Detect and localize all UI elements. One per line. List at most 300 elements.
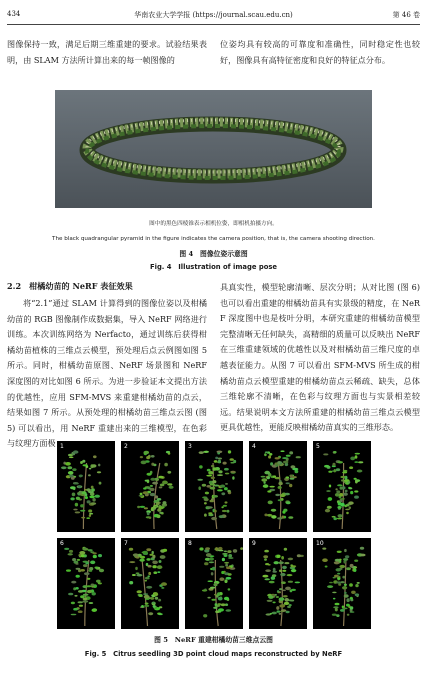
leaf-point — [75, 563, 78, 565]
point-cloud-panel — [313, 441, 371, 532]
leaf-point — [78, 486, 81, 488]
leaf-point — [152, 565, 156, 568]
leaf-point — [275, 457, 280, 459]
leaf-point — [269, 486, 274, 488]
leaf-point — [139, 495, 144, 497]
fig5-title-cn: 图 5 NeRF 重建柑橘幼苗三维点云图 — [154, 636, 273, 644]
leaf-point — [224, 597, 229, 601]
leaf-point — [221, 492, 225, 495]
leaf-point — [80, 504, 84, 507]
leaf-point — [75, 503, 78, 507]
leaf-point — [214, 594, 217, 596]
leaf-point — [261, 476, 266, 478]
leaf-point — [90, 561, 95, 565]
leaf-point — [224, 579, 227, 583]
leaf-point — [71, 614, 77, 616]
seedling-point-cloud — [313, 538, 371, 629]
leaf-point — [350, 597, 353, 599]
leaf-point — [136, 572, 140, 574]
leaf-point — [205, 547, 210, 550]
leaf-point — [348, 481, 351, 483]
leaf-point — [147, 512, 150, 515]
leaf-point — [355, 593, 359, 596]
leaf-point — [333, 451, 336, 453]
seedling-point-cloud — [121, 441, 179, 532]
seedling-point-cloud — [249, 538, 307, 629]
leaf-point — [285, 493, 290, 496]
leaf-point — [221, 603, 226, 606]
leaf-point — [286, 455, 291, 457]
leaf-point — [335, 559, 341, 562]
seedling-stem — [142, 560, 147, 626]
leaf-point — [283, 595, 288, 597]
leaf-point — [93, 555, 97, 559]
leaf-point — [228, 450, 231, 453]
leaf-point — [76, 568, 81, 570]
leaf-point — [283, 461, 289, 464]
leaf-point — [221, 506, 223, 508]
leaf-point — [228, 554, 232, 557]
leaf-point — [161, 587, 164, 589]
section-right-text: 具真实性，模型轮廓清晰、层次分明；从对比图 (图 6) 也可以看出重建的柑橘幼苗具有实景级的精度，在 NeRF 深度图中也是枝叶分明，本研究重建的柑橘幼苗模型完整清晰无任何缺失，高精细的质量可以反映出 NeRF 在三维重建领域的优越性以及对柑橘幼苗三维尺度的卓越表征能力。从图 7 可以看出 SFM-MVS 所生成的柑橘幼苗点云模型重建的柑橘幼苗点云稀疏、缺失，总体三维轮廓不清晰，在色彩与纹理方面也与实景相差较远。结果说明本文方法所重建的柑橘幼苗三维点云模型更具优越性，更能反映柑橘幼苗真实的三维形态。 — [220, 282, 420, 433]
leaf-point — [279, 604, 285, 607]
leaf-point — [153, 605, 156, 608]
leaf-point — [150, 597, 154, 600]
leaf-point — [264, 471, 270, 475]
point-cloud-panel — [249, 441, 307, 532]
leaf-point — [350, 606, 354, 609]
leaf-point — [135, 567, 138, 570]
leaf-point — [218, 608, 224, 611]
leaf-point — [344, 549, 347, 552]
leaf-point — [207, 597, 210, 599]
leaf-point — [144, 595, 150, 599]
leaf-point — [226, 609, 232, 612]
leaf-point — [261, 478, 267, 482]
panel-number: 7 — [124, 540, 128, 547]
leaf-point — [158, 613, 163, 615]
leaf-point — [340, 476, 345, 478]
leaf-point — [76, 575, 80, 578]
leaf-point — [157, 498, 161, 501]
leaf-point — [98, 554, 102, 557]
leaf-point — [268, 455, 271, 458]
leaf-point — [225, 473, 229, 475]
leaf-point — [152, 482, 158, 485]
leaf-point — [164, 463, 168, 467]
leaf-point — [146, 558, 150, 561]
leaf-point — [277, 461, 280, 464]
leaf-point — [341, 479, 344, 481]
leaf-point — [278, 487, 282, 489]
leaf-point — [206, 553, 212, 557]
leaf-point — [91, 502, 97, 505]
leaf-point — [336, 568, 342, 571]
leaf-point — [89, 602, 94, 604]
leaf-point — [325, 509, 330, 513]
leaf-point — [146, 456, 150, 459]
leaf-point — [268, 595, 274, 599]
leaf-point — [159, 560, 162, 563]
leaf-point — [340, 581, 344, 583]
leaf-point — [197, 479, 203, 481]
leaf-point — [350, 457, 355, 461]
leaf-point — [348, 501, 353, 504]
leaf-point — [271, 594, 275, 596]
leaf-point — [150, 493, 156, 496]
leaf-point — [78, 610, 83, 613]
leaf-point — [89, 567, 93, 570]
leaf-point — [355, 584, 358, 587]
leaf-point — [92, 498, 95, 502]
leaf-point — [129, 581, 133, 584]
fig4-note-cn: 图中的黑色四棱锥表示相机位姿，即相机拍摄方向。 — [149, 221, 278, 227]
leaf-point — [215, 603, 217, 606]
leaf-point — [217, 592, 220, 596]
leaf-point — [228, 588, 231, 590]
leaf-point — [79, 551, 85, 555]
leaf-point — [96, 580, 101, 583]
leaf-point — [296, 456, 301, 458]
leaf-point — [202, 484, 206, 487]
leaf-point — [281, 581, 286, 584]
leaf-point — [342, 608, 347, 610]
running-header — [7, 10, 420, 23]
leaf-point — [328, 471, 332, 473]
leaf-point — [277, 517, 282, 519]
leaf-point — [286, 611, 290, 613]
leaf-point — [322, 558, 328, 562]
leaf-point — [136, 574, 142, 577]
leaf-point — [324, 465, 329, 468]
leaf-point — [71, 602, 75, 605]
leaf-point — [337, 484, 343, 486]
top-right-text: 位姿均具有较高的可靠度和准确性，同时稳定性也较好，图像具有高特征密度和良好的特征点分布。 — [220, 39, 420, 65]
leaf-point — [88, 509, 92, 512]
leaf-point — [334, 561, 340, 564]
leaf-point — [158, 599, 161, 602]
leaf-point — [342, 586, 347, 589]
leaf-point — [337, 581, 341, 583]
leaf-point — [279, 561, 284, 564]
fig4-title-cn: 图 4 图像位姿示意图 — [179, 250, 248, 258]
leaf-point — [354, 490, 358, 492]
fig5-title-en: Fig. 5 Citrus seedling 3D point cloud maps reconstructed by NeRF — [84, 650, 343, 658]
leaf-point — [65, 462, 71, 466]
point-cloud-panel — [57, 538, 115, 629]
leaf-point — [224, 487, 228, 490]
leaf-point — [155, 495, 158, 498]
leaf-point — [263, 482, 265, 484]
leaf-point — [349, 583, 353, 587]
leaf-point — [158, 506, 163, 509]
leaf-point — [82, 600, 88, 603]
leaf-point — [338, 502, 342, 506]
leaf-point — [155, 597, 158, 600]
leaf-point — [133, 553, 139, 556]
leaf-point — [267, 476, 270, 479]
leaf-point — [154, 593, 159, 597]
leaf-point — [91, 486, 94, 489]
leaf-point — [291, 569, 296, 572]
leaf-point — [323, 453, 328, 455]
leaf-point — [325, 566, 328, 568]
leaf-point — [326, 490, 330, 492]
point-cloud-panel — [185, 441, 243, 532]
leaf-point — [66, 569, 71, 571]
leaf-point — [213, 495, 218, 498]
leaf-point — [225, 564, 228, 567]
leaf-point — [205, 492, 209, 495]
leaf-point — [145, 480, 149, 482]
leaf-point — [84, 572, 90, 575]
leaf-point — [213, 607, 217, 609]
leaf-point — [95, 567, 99, 569]
leaf-point — [349, 487, 353, 489]
leaf-point — [215, 457, 218, 460]
section-heading: 2.2 柑橘幼苗的 NeRF 表征效果 — [7, 281, 133, 291]
page-number: 434 — [7, 10, 21, 18]
leaf-point — [75, 511, 80, 513]
leaf-point — [223, 462, 227, 465]
leaf-point — [147, 487, 151, 489]
leaf-point — [86, 517, 90, 519]
leaf-point — [76, 497, 80, 500]
leaf-point — [271, 509, 276, 512]
leaf-point — [350, 611, 355, 613]
leaf-point — [354, 478, 357, 480]
leaf-point — [342, 472, 347, 474]
leaf-point — [80, 461, 83, 464]
leaf-point — [284, 548, 287, 551]
section-left-text: 将“2.1”通过 SLAM 计算得到的图像位姿以及柑橘幼苗的 RGB 图像制作成数据集，导入 NeRF 网络进行训练。本次训练网络为 Nerfacto，通过训练后获得柑橘幼苗植株的三维点云模型，预处理后点云例图如图 5 所示。同时，柑橘幼苗原图、NeRF 场景图和 NeRF 深度图的对比如图 6 所示。为进一步验证本文提出方法的优越性，应用 SFM-MVS 来重建柑橘幼苗的点云，结果如图 7 所示。从预处理的柑橘幼苗三维点云图 (图 5) 可以看出，用 NeRF 重建出来的三维模型，在色彩与纹理方面极 — [7, 298, 207, 449]
leaf-point — [280, 450, 284, 452]
leaf-point — [221, 571, 224, 574]
leaf-point — [290, 565, 296, 567]
leaf-point — [288, 558, 293, 561]
leaf-point — [145, 580, 147, 582]
leaf-point — [207, 506, 213, 508]
leaf-point — [70, 497, 74, 500]
fig4-note-en: The black quadrangular pyramid in the figure indicates the camera position, that is, the camera shooting direction. — [52, 236, 375, 242]
leaf-point — [73, 608, 78, 611]
leaf-point — [212, 480, 216, 483]
leaf-point — [80, 510, 85, 512]
leaf-point — [276, 596, 279, 598]
leaf-point — [67, 466, 72, 469]
leaf-point — [99, 569, 104, 572]
leaf-point — [129, 561, 135, 563]
leaf-point — [156, 479, 159, 481]
leaf-point — [337, 506, 341, 509]
leaf-point — [222, 553, 228, 555]
leaf-point — [339, 498, 345, 500]
leaf-point — [279, 588, 282, 590]
leaf-point — [346, 567, 351, 570]
leaf-point — [277, 590, 279, 592]
leaf-point — [355, 455, 358, 459]
point-cloud-panel — [121, 441, 179, 532]
leaf-point — [277, 610, 281, 612]
leaf-point — [339, 499, 342, 502]
leaf-point — [291, 589, 296, 591]
leaf-point — [80, 595, 85, 598]
leaf-point — [281, 609, 286, 612]
leaf-point — [357, 582, 360, 584]
leaf-point — [72, 493, 76, 497]
leaf-point — [159, 486, 163, 488]
leaf-point — [354, 496, 359, 499]
fig4-title-en: Fig. 4 Illustration of image pose — [149, 263, 278, 271]
leaf-point — [199, 547, 203, 550]
leaf-point — [345, 555, 349, 558]
leaf-point — [282, 570, 286, 572]
leaf-point — [75, 587, 78, 590]
leaf-point — [73, 509, 77, 511]
leaf-point — [272, 571, 277, 573]
leaf-point — [152, 561, 158, 565]
leaf-point — [218, 470, 222, 473]
leaf-point — [222, 510, 227, 512]
leaf-point — [264, 514, 267, 517]
leaf-point — [157, 515, 161, 519]
leaf-point — [264, 558, 267, 560]
leaf-point — [92, 609, 97, 612]
leaf-point — [276, 606, 279, 610]
leaf-point — [340, 487, 343, 490]
leaf-point — [199, 465, 203, 468]
leaf-point — [265, 569, 271, 572]
leaf-point — [69, 474, 74, 477]
leaf-point — [73, 450, 78, 453]
leaf-point — [335, 603, 340, 606]
leaf-point — [329, 485, 331, 488]
leaf-point — [78, 590, 83, 593]
leaf-point — [286, 476, 290, 478]
leaf-point — [137, 590, 142, 593]
leaf-point — [278, 499, 282, 501]
leaf-point — [215, 547, 218, 551]
leaf-point — [218, 597, 223, 601]
leaf-point — [219, 566, 224, 568]
leaf-point — [144, 451, 150, 454]
leaf-point — [217, 474, 223, 476]
leaf-point — [281, 556, 284, 560]
leaf-point — [209, 557, 214, 560]
leaf-point — [208, 580, 213, 582]
leaf-point — [333, 598, 336, 600]
leaf-point — [218, 460, 221, 463]
leaf-point — [161, 582, 167, 586]
leaf-point — [222, 558, 225, 562]
leaf-point — [333, 517, 337, 520]
leaf-point — [223, 505, 227, 507]
leaf-point — [346, 598, 349, 602]
leaf-point — [204, 514, 207, 517]
point-cloud-panel — [249, 538, 307, 629]
leaf-point — [81, 517, 85, 519]
leaf-point — [151, 507, 157, 509]
leaf-point — [345, 490, 348, 493]
leaf-point — [264, 578, 270, 580]
leaf-point — [81, 554, 85, 557]
leaf-point — [144, 605, 149, 607]
leaf-point — [92, 464, 97, 467]
leaf-point — [224, 562, 229, 564]
top-left-text: 图像保持一致，满足后期三维重建的要求。试验结果表明，由 SLAM 方法所计算出来的每一帧图像的 — [7, 39, 207, 65]
leaf-point — [157, 571, 160, 573]
leaf-point — [211, 465, 214, 467]
leaf-point — [337, 518, 342, 520]
leaf-point — [218, 550, 223, 552]
leaf-point — [273, 602, 276, 604]
leaf-point — [211, 572, 214, 575]
leaf-point — [68, 471, 74, 475]
leaf-point — [206, 475, 212, 477]
seedling-point-cloud — [313, 441, 371, 532]
leaf-point — [68, 593, 73, 596]
leaf-point — [332, 516, 336, 518]
leaf-point — [273, 475, 276, 477]
leaf-point — [332, 614, 337, 616]
leaf-point — [335, 488, 337, 490]
leaf-point — [228, 573, 232, 576]
leaf-point — [284, 562, 289, 564]
leaf-point — [343, 493, 348, 496]
leaf-point — [227, 490, 231, 493]
leaf-point — [279, 570, 282, 573]
leaf-point — [275, 465, 278, 467]
point-cloud-panel — [313, 538, 371, 629]
leaf-point — [264, 453, 267, 456]
leaf-point — [268, 501, 273, 505]
leaf-point — [92, 592, 96, 595]
leaf-point — [87, 500, 91, 503]
panel-number: 5 — [316, 443, 320, 450]
leaf-point — [85, 496, 88, 499]
point-cloud-panel — [185, 538, 243, 629]
leaf-point — [274, 561, 279, 564]
leaf-point — [275, 494, 280, 496]
leaf-point — [267, 600, 273, 602]
leaf-point — [217, 452, 220, 454]
leaf-point — [156, 503, 160, 505]
leaf-point — [224, 468, 229, 471]
leaf-point — [83, 547, 86, 549]
leaf-point — [83, 564, 87, 567]
leaf-point — [338, 514, 343, 517]
leaf-point — [336, 614, 339, 617]
leaf-point — [327, 585, 333, 588]
leaf-point — [78, 601, 83, 603]
leaf-point — [61, 466, 67, 469]
leaf-point — [211, 477, 215, 480]
leaf-point — [272, 612, 277, 615]
leaf-point — [209, 561, 214, 563]
volume-label: 第 46 卷 — [392, 11, 420, 19]
leaf-point — [354, 461, 358, 463]
leaf-point — [360, 547, 364, 550]
seedling-point-cloud — [121, 538, 179, 629]
leaf-point — [99, 482, 102, 485]
leaf-point — [263, 484, 269, 488]
leaf-point — [349, 466, 353, 469]
leaf-point — [267, 490, 271, 492]
leaf-point — [206, 485, 211, 488]
leaf-point — [208, 514, 213, 517]
leaf-point — [157, 565, 163, 569]
leaf-point — [148, 572, 151, 575]
